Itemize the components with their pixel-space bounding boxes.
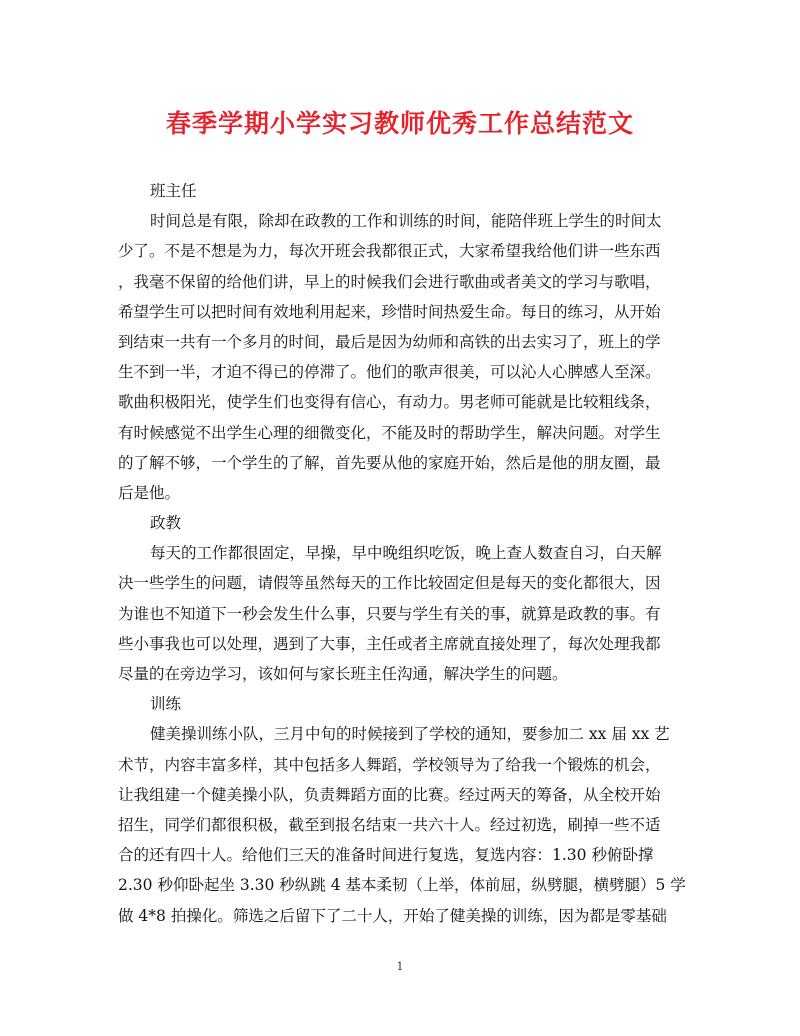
text-line: 尽量的在旁边学习，该如何与家长班主任沟通，解决学生的问题。 bbox=[118, 665, 568, 683]
text-line: 少了。不是不想是为力，每次开班会我都很正式，大家希望我给他们讲一些东西 bbox=[118, 242, 661, 261]
text-line: 术节，内容丰富多样，其中包括多人舞蹈，学校领导为了给我一个锻炼的机会， bbox=[118, 755, 661, 774]
text-line: 健美操训练小队，三月中旬的时候接到了学校的通知，要参加二 xx 届 xx 艺 bbox=[150, 725, 670, 744]
text-line: 决一些学生的问题，请假等虽然每天的工作比较固定但是每天的变化都很大，因 bbox=[118, 574, 661, 593]
text-line: 生不到一半，才迫不得已的停滞了。他们的歌声很美，可以沁人心脾感人至深。 bbox=[118, 363, 661, 382]
text-line: 时间总是有限，除却在政教的工作和训练的时间，能陪伴班上学生的时间太 bbox=[150, 212, 662, 231]
text-line: 2.30 秒仰卧起坐 3.30 秒纵跳 4 基本柔韧（上举，体前屈，纵劈腿，横劈腿）5 学 bbox=[118, 876, 686, 895]
document-body bbox=[118, 176, 688, 931]
page-number: 1 bbox=[396, 960, 404, 973]
text-line: 有时候感觉不出学生心理的细微变化，不能及时的帮助学生，解决问题。对学生 bbox=[118, 423, 661, 442]
text-line: 招生，同学们都很积极，截至到报名结束一共六十人。经过初选，刷掉一些不适 bbox=[118, 815, 661, 834]
text-line: 训练 bbox=[150, 695, 182, 714]
text-line: 班主任 bbox=[150, 182, 197, 200]
text-line: 为谁也不知道下一秒会发生什么事，只要与学生有关的事，就算是政教的事。有 bbox=[118, 604, 661, 623]
text-line: 些小事我也可以处理，遇到了大事，主任或者主席就直接处理了，每次处理我都 bbox=[118, 634, 661, 653]
text-line: 让我组建一个健美操小队，负责舞蹈方面的比赛。经过两天的筹备，从全校开始 bbox=[118, 785, 661, 804]
text-line: 希望学生可以把时间有效地利用起来，珍惜时间热爱生命。每日的练习，从开始 bbox=[118, 302, 661, 321]
text-line: 歌曲积极阳光，使学生们也变得有信心，有动力。男老师可能就是比较粗线条， bbox=[118, 393, 661, 412]
text-line: ，我毫不保留的给他们讲，早上的时候我们会进行歌曲或者美文的学习与歌唱， bbox=[118, 272, 661, 291]
text-line: 做 4*8 拍操化。筛选之后留下了二十人，开始了健美操的训练，因为都是零基础 bbox=[118, 906, 667, 925]
text-line: 合的还有四十人。给他们三天的准备时间进行复选，复选内容：1.30 秒俯卧撑 bbox=[118, 846, 654, 865]
text-line: 后是他。 bbox=[118, 483, 181, 502]
text-line: 到结束一共有一个多月的时间，最后是因为幼师和高铁的出去实习了，班上的学 bbox=[118, 332, 661, 351]
text-line: 的了解不够，一个学生的了解，首先要从他的家庭开始，然后是他的朋友圈，最 bbox=[118, 453, 661, 472]
text-line: 政教 bbox=[150, 514, 182, 533]
text-line: 每天的工作都很固定，早操，早中晚组织吃饭，晚上查人数查自习，白天解 bbox=[150, 544, 662, 563]
document-title: 春季学期小学实习教师优秀工作总结范文 bbox=[165, 109, 634, 138]
